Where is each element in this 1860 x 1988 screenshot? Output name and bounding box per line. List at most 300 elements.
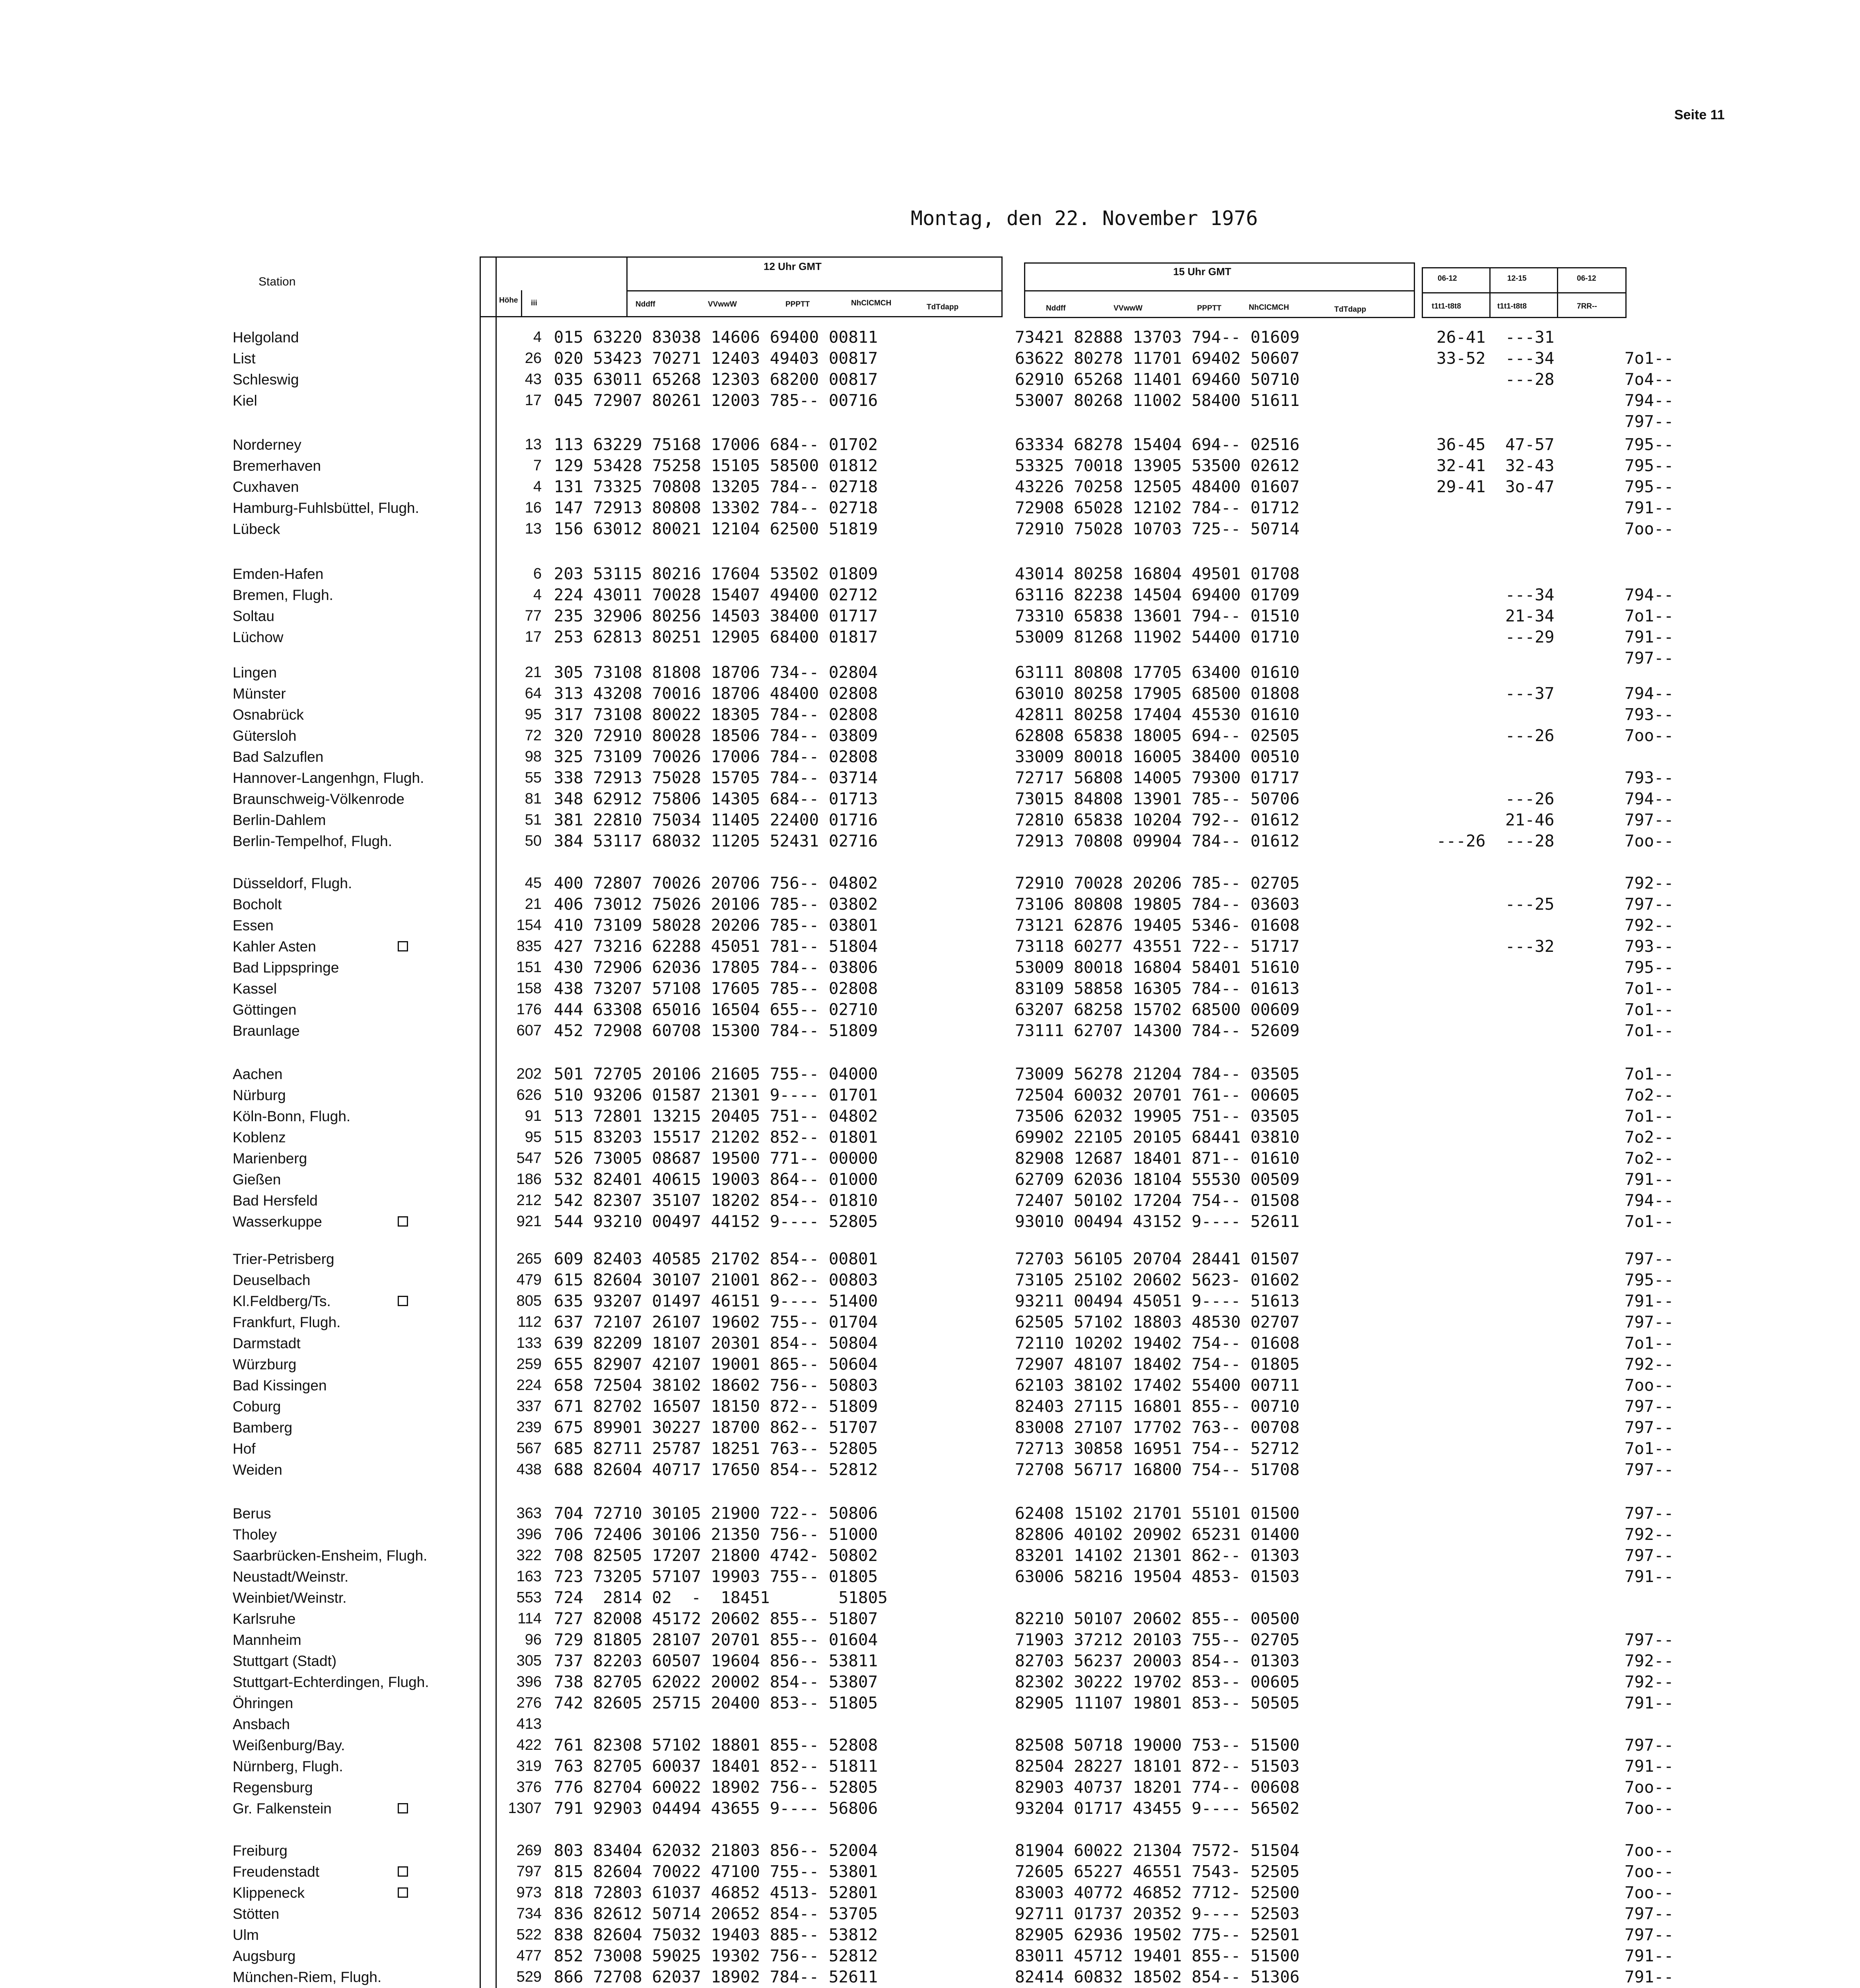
station-height: 55 [525,769,542,786]
extra-col-3: 792-- [1625,1672,1674,1691]
extra-col-3: 7oo-- [1625,1799,1674,1818]
table-row [0,1777,1860,1798]
header-15-uhr: 15 Uhr GMT [1173,266,1231,278]
obs-15-utc: 53007 80268 11002 58400 51611 [1015,391,1300,410]
extra-col-3: 792-- [1625,916,1674,935]
obs-12-utc: 235 32906 80256 14503 38400 01717 [544,606,878,625]
extra-col-2: 3o-47 [1505,477,1555,496]
station-name: Nürburg [233,1087,286,1103]
extra-col-3: 797-- [1625,1630,1674,1649]
extra-col-1: 29-41 [1436,477,1486,496]
obs-15-utc: 63622 80278 11701 69402 50607 [1015,349,1300,368]
header-rule-extra-c [1557,267,1558,318]
station-name: Kiel [233,392,257,409]
station-name: Augsburg [233,1948,296,1964]
obs-12-utc: 381 22810 75034 11405 22400 01716 [544,810,878,829]
obs-15-utc: 33009 80018 16005 38400 00510 [1015,747,1300,766]
square-icon [398,941,408,951]
extra-col-3: 7o1-- [1625,349,1674,368]
station-name: Lüchow [233,629,284,645]
extra-col-3: 7oo-- [1625,726,1674,745]
station-name: Trier-Petrisberg [233,1251,334,1267]
obs-12-utc: 253 62813 80251 12905 68400 01817 [544,627,878,646]
extra-col-3: 797-- [1625,1397,1674,1416]
obs-15-utc: 62808 65838 18005 694-- 02505 [1015,726,1300,745]
station-height: 95 [525,1129,542,1145]
extra-col-3: 7oo-- [1625,1862,1674,1881]
obs-15-utc: 72910 75028 10703 725-- 50714 [1015,519,1300,538]
header-ppptt-15: PPPTT [1197,304,1222,313]
table-row [0,1270,1860,1291]
station-name: Bamberg [233,1419,293,1436]
obs-15-utc: 82806 40102 20902 65231 01400 [1015,1525,1300,1544]
extra-col-3: 797-- [1625,1546,1674,1565]
extra-col-3: 797-- [1625,412,1674,431]
table-row [0,1190,1860,1211]
station-name: Osnabrück [233,707,304,723]
station-height: 77 [525,608,542,624]
station-height: 64 [525,685,542,702]
station-height: 50 [525,833,542,849]
station-height: 43 [525,371,542,388]
extra-col-3: 7oo-- [1625,831,1674,850]
table-row [0,999,1860,1020]
obs-15-utc: 72713 30858 16951 754-- 52712 [1015,1439,1300,1458]
obs-15-utc: 62408 15102 21701 55101 01500 [1015,1504,1300,1523]
table-row [0,390,1860,411]
table-row [0,627,1860,648]
obs-12-utc: 045 72907 80261 12003 785-- 00716 [544,391,878,410]
extra-col-3: 795-- [1625,958,1674,977]
extra-col-3: 7oo-- [1625,1376,1674,1395]
obs-15-utc: 42811 80258 17404 45530 01610 [1015,705,1300,724]
station-name: Düsseldorf, Flugh. [233,875,352,891]
obs-15-utc: 73121 62876 19405 5346- 01608 [1015,916,1300,935]
station-height: 51 [525,812,542,828]
table-row [0,936,1860,957]
obs-12-utc: 615 82604 30107 21001 862-- 00803 [544,1270,878,1289]
header-tdtdapp-15: TdTdapp [1334,305,1366,314]
extra-col-3: 7o2-- [1625,1149,1674,1168]
obs-15-utc: 73105 25102 20602 5623- 01602 [1015,1270,1300,1289]
table-row [0,327,1860,348]
obs-12-utc: 738 82705 62022 20002 854-- 53807 [544,1672,878,1691]
obs-12-utc: 742 82605 25715 20400 853-- 51805 [544,1693,878,1712]
extra-col-3: 797-- [1625,648,1674,668]
obs-12-utc: 532 82401 40615 19003 864-- 01000 [544,1170,878,1189]
obs-15-utc: 82905 11107 19801 853-- 50505 [1015,1693,1300,1712]
obs-15-utc: 92711 01737 20352 9---- 52503 [1015,1904,1300,1923]
extra-col-3: 794-- [1625,789,1674,808]
table-row [0,1396,1860,1417]
station-name: Essen [233,917,274,934]
station-height: 163 [516,1568,542,1585]
extra-col-3: 7o1-- [1625,606,1674,625]
header-rule-extra-a [1422,267,1423,318]
table-row [0,1903,1860,1924]
extra-col-3: 791-- [1625,1946,1674,1965]
station-name: Hamburg-Fuhlsbüttel, Flugh. [233,500,419,516]
table-row [0,1629,1860,1650]
extra-col-3: 797-- [1625,1312,1674,1332]
extra-col-3: 797-- [1625,1736,1674,1755]
header-rule-12b [1001,256,1003,316]
obs-12-utc: 305 73108 81808 18706 734-- 02804 [544,663,878,682]
station-height: 13 [525,436,542,453]
station-name: Helgoland [233,329,299,346]
station-height: 553 [516,1589,542,1606]
obs-12-utc: 156 63012 80021 12104 62500 51819 [544,519,878,538]
station-name: Münster [233,685,286,702]
extra-col-3: 7o1-- [1625,1021,1674,1040]
obs-12-utc: 637 72107 26107 19602 755-- 01704 [544,1312,878,1332]
obs-15-utc: 82504 28227 18101 872-- 51503 [1015,1757,1300,1776]
table-row [0,1714,1860,1735]
station-name: Weiden [233,1462,282,1478]
station-name: Neustadt/Weinstr. [233,1569,349,1585]
station-name: Würzburg [233,1356,297,1373]
station-height: 269 [516,1842,542,1859]
table-row [0,369,1860,390]
station-height: 1307 [508,1800,542,1817]
extra-col-3: 797-- [1625,1925,1674,1944]
table-row [0,563,1860,584]
station-height: 72 [525,727,542,744]
station-name: Tholey [233,1526,277,1543]
table-row [0,1503,1860,1524]
table-row [0,1756,1860,1777]
obs-12-utc: 544 93210 00497 44152 9---- 52805 [544,1212,878,1231]
obs-12-utc: 501 72705 20106 21605 755-- 04000 [544,1064,878,1083]
extra-col-3: 791-- [1625,1170,1674,1189]
extra-col-3: 795-- [1625,477,1674,496]
obs-15-utc: 82703 56237 20003 854-- 01303 [1015,1651,1300,1670]
obs-12-utc: 706 72406 30106 21350 756-- 51000 [544,1525,878,1544]
station-height: 376 [516,1779,542,1796]
table-row [0,497,1860,518]
obs-15-utc: 72910 70028 20206 785-- 02705 [1015,874,1300,893]
station-height: 95 [525,706,542,723]
extra-col-3: 794-- [1625,391,1674,410]
station-height: 626 [516,1087,542,1103]
obs-15-utc: 83003 40772 46852 7712- 52500 [1015,1883,1300,1902]
obs-15-utc: 72717 56808 14005 79300 01717 [1015,768,1300,787]
obs-12-utc: 203 53115 80216 17604 53502 01809 [544,564,878,583]
extra-col-3: 797-- [1625,810,1674,829]
header-hoehe: Höhe [499,296,518,305]
station-height: 322 [516,1547,542,1564]
obs-15-utc: 72703 56105 20704 28441 01507 [1015,1249,1300,1268]
station-name: Mannheim [233,1632,301,1648]
table-row [0,1882,1860,1903]
obs-12-utc: 729 81805 28107 20701 855-- 01604 [544,1630,878,1649]
station-height: 797 [516,1863,542,1880]
station-height: 158 [516,980,542,997]
header-mid-rule-15 [1024,290,1415,291]
station-name: Ulm [233,1927,259,1943]
extra-col-3: 791-- [1625,1291,1674,1310]
station-height: 276 [516,1695,542,1711]
header-period-2: 12-15 [1507,274,1527,283]
station-height: 91 [525,1108,542,1124]
obs-12-utc: 542 82307 35107 18202 854-- 01810 [544,1191,878,1210]
table-row [0,746,1860,767]
table-row [0,1587,1860,1608]
table-row [0,725,1860,746]
obs-12-utc: 737 82203 60507 19604 856-- 53811 [544,1651,878,1670]
station-height: 477 [516,1947,542,1964]
header-nhclcmch-12: NhClCMCH [851,299,892,307]
table-row [0,1375,1860,1396]
extra-col-3: 7oo-- [1625,1883,1674,1902]
table-row [0,1312,1860,1333]
station-height: 259 [516,1356,542,1373]
table-row [0,810,1860,831]
table-row [0,1169,1860,1190]
station-height: 522 [516,1926,542,1943]
station-height: 6 [533,565,542,582]
obs-15-utc: 63006 58216 19504 4853- 01503 [1015,1567,1300,1586]
station-name: Stuttgart (Stadt) [233,1653,337,1669]
station-height: 567 [516,1440,542,1457]
header-bottom-rule-12 [480,316,1003,317]
station-name: Braunschweig-Völkenrode [233,791,404,807]
extra-col-3: 794-- [1625,1191,1674,1210]
station-name: Bad Hersfeld [233,1192,318,1209]
table-row [0,1693,1860,1714]
obs-12-utc: 410 73109 58028 20206 785-- 03801 [544,916,878,935]
table-row [0,1248,1860,1270]
station-name: Stötten [233,1906,280,1922]
table-row [0,411,1860,432]
obs-15-utc: 62709 62036 18104 55530 00509 [1015,1170,1300,1189]
extra-col-2: ---34 [1505,585,1555,604]
extra-col-2: 21-46 [1505,810,1555,829]
obs-15-utc: 69902 22105 20105 68441 03810 [1015,1128,1300,1147]
station-name: Öhringen [233,1695,293,1711]
obs-12-utc: 430 72906 62036 17805 784-- 03806 [544,958,878,977]
obs-12-utc: 129 53428 75258 15105 58500 01812 [544,456,878,475]
obs-15-utc: 72810 65838 10204 792-- 01612 [1015,810,1300,829]
extra-col-3: 791-- [1625,1967,1674,1986]
table-row [0,476,1860,497]
extra-col-2: ---32 [1505,937,1555,956]
obs-12-utc: 836 82612 50714 20652 854-- 53705 [544,1904,878,1923]
obs-12-utc: 838 82604 75032 19403 885-- 53812 [544,1925,878,1944]
table-row [0,788,1860,810]
obs-12-utc: 020 53423 70271 12403 49403 00817 [544,349,878,368]
station-name: Regensburg [233,1779,313,1796]
extra-col-3: 792-- [1625,1651,1674,1670]
station-height: 151 [516,959,542,976]
table-row [0,1524,1860,1545]
table-row [0,767,1860,788]
extra-col-3: 797-- [1625,1460,1674,1479]
table-row [0,1608,1860,1629]
table-row [0,1545,1860,1566]
station-name: Berlin-Tempelhof, Flugh. [233,833,393,849]
station-name: Darmstadt [233,1335,301,1351]
table-row [0,348,1860,369]
station-height: 363 [516,1505,542,1522]
obs-15-utc: 73118 60277 43551 722-- 51717 [1015,937,1300,956]
station-header: Station [258,275,296,288]
header-sub-3: 7RR-- [1577,302,1597,311]
header-rule-extra-b [1489,267,1491,318]
extra-col-3: 7oo-- [1625,1778,1674,1797]
extra-col-3: 7o1-- [1625,1107,1674,1126]
obs-12-utc: 852 73008 59025 19302 756-- 52812 [544,1946,878,1965]
obs-12-utc: 317 73108 80022 18305 784-- 02808 [544,705,878,724]
obs-15-utc: 71903 37212 20103 755-- 02705 [1015,1630,1300,1649]
obs-12-utc: 671 82702 16507 18150 872-- 51809 [544,1397,878,1416]
obs-12-utc: 348 62912 75806 14305 684-- 01713 [544,789,878,808]
extra-col-3: 7o1-- [1625,1439,1674,1458]
obs-12-utc: 510 93206 01587 21301 9---- 01701 [544,1085,878,1105]
station-height: 319 [516,1758,542,1774]
header-mid-rule-12 [626,290,1003,291]
extra-col-2: 32-43 [1505,456,1555,475]
station-height: 96 [525,1631,542,1648]
table-row [0,1127,1860,1148]
table-row [0,1459,1860,1480]
obs-15-utc: 73106 80808 19805 784-- 03603 [1015,895,1300,914]
extra-col-3: 793-- [1625,937,1674,956]
extra-col-3: 7o1-- [1625,979,1674,998]
station-name: Cuxhaven [233,479,299,495]
table-row [0,1438,1860,1459]
obs-15-utc: 43014 80258 16804 49501 01708 [1015,564,1300,583]
station-name: Bad Kissingen [233,1377,327,1394]
station-height: 265 [516,1250,542,1267]
obs-15-utc: 53009 80018 16804 58401 51610 [1015,958,1300,977]
table-row [0,683,1860,704]
station-name: Karlsruhe [233,1611,296,1627]
extra-col-3: 795-- [1625,456,1674,475]
header-rule-hoehe [521,290,522,316]
table-row [0,455,1860,476]
station-name: Deuselbach [233,1272,311,1288]
obs-15-utc: 53325 70018 13905 53500 02612 [1015,456,1300,475]
extra-col-3: 794-- [1625,585,1674,604]
extra-col-1: 33-52 [1436,349,1486,368]
obs-12-utc: 639 82209 18107 20301 854-- 50804 [544,1334,878,1353]
header-ppptt-12: PPPTT [785,300,810,309]
extra-col-3: 7o2-- [1625,1128,1674,1147]
station-name: Bad Lippspringe [233,959,339,976]
station-name: Hannover-Langenhgn, Flugh. [233,770,424,786]
obs-15-utc: 73310 65838 13601 794-- 01510 [1015,606,1300,625]
square-icon [398,1866,408,1877]
table-row [0,1840,1860,1861]
obs-15-utc: 63334 68278 15404 694-- 02516 [1015,435,1300,454]
extra-col-1: 26-41 [1436,328,1486,347]
obs-15-utc: 72913 70808 09904 784-- 01612 [1015,831,1300,850]
obs-12-utc: 609 82403 40585 21702 854-- 00801 [544,1249,878,1268]
obs-15-utc: 63207 68258 15702 68500 00609 [1015,1000,1300,1019]
station-name: Kl.Feldberg/Ts. [233,1293,331,1309]
table-row [0,1020,1860,1041]
obs-15-utc: 73015 84808 13901 785-- 50706 [1015,789,1300,808]
station-height: 202 [516,1066,542,1082]
station-height: 13 [525,520,542,537]
station-height: 835 [516,938,542,955]
header-sub-1: t1t1-t8t8 [1432,302,1461,311]
extra-col-3: 795-- [1625,1270,1674,1289]
extra-col-2: ---25 [1505,895,1555,914]
obs-15-utc: 82302 30222 19702 853-- 00605 [1015,1672,1300,1691]
table-row [0,831,1860,852]
obs-12-utc: 438 73207 57108 17605 785-- 02808 [544,979,878,998]
obs-12-utc: 815 82604 70022 47100 755-- 53801 [544,1862,878,1881]
extra-col-3: 793-- [1625,705,1674,724]
station-height: 479 [516,1272,542,1288]
table-row [0,1735,1860,1756]
obs-15-utc: 83109 58858 16305 784-- 01613 [1015,979,1300,998]
table-row [0,1354,1860,1375]
header-bottom-rule-15 [1024,317,1415,318]
obs-15-utc: 82903 40737 18201 774-- 00608 [1015,1778,1300,1797]
obs-15-utc: 63116 82238 14504 69400 01709 [1015,585,1300,604]
header-nddff-15: Nddff [1046,304,1066,313]
extra-col-3: 792-- [1625,874,1674,893]
extra-col-3: 7oo-- [1625,519,1674,538]
station-name: Saarbrücken-Ensheim, Flugh. [233,1547,428,1564]
obs-12-utc: 513 72801 13215 20405 751-- 04802 [544,1107,878,1126]
obs-12-utc: 688 82604 40717 17650 854-- 52812 [544,1460,878,1479]
report-date: Montag, den 22. November 1976 [911,207,1258,230]
extra-col-3: 797-- [1625,1418,1674,1437]
obs-15-utc: 81904 60022 21304 7572- 51504 [1015,1841,1300,1860]
station-name: Schleswig [233,371,299,388]
station-height: 337 [516,1398,542,1415]
obs-15-utc: 72504 60032 20701 761-- 00605 [1015,1085,1300,1105]
station-height: 805 [516,1293,542,1309]
obs-12-utc: 685 82711 25787 18251 763-- 52805 [544,1439,878,1458]
obs-15-utc: 82905 62936 19502 775-- 52501 [1015,1925,1300,1944]
table-row [0,1085,1860,1106]
station-name: Frankfurt, Flugh. [233,1314,341,1330]
station-name: Bocholt [233,896,282,912]
obs-12-utc: 526 73005 08687 19500 771-- 00000 [544,1149,878,1168]
table-row [0,1650,1860,1672]
obs-12-utc: 704 72710 30105 21900 722-- 50806 [544,1504,878,1523]
station-name: Bremen, Flugh. [233,587,333,603]
obs-15-utc: 73009 56278 21204 784-- 03505 [1015,1064,1300,1083]
obs-12-utc: 866 72708 62037 18902 784-- 52611 [544,1967,878,1986]
obs-12-utc: 791 92903 04494 43655 9---- 56806 [544,1799,878,1818]
station-name: Berus [233,1505,271,1522]
extra-col-3: 7o1-- [1625,1064,1674,1083]
header-period-3: 06-12 [1577,274,1596,283]
station-name: Gr. Falkenstein [233,1800,332,1817]
obs-12-utc: 803 83404 62032 21803 856-- 52004 [544,1841,878,1860]
obs-15-utc: 63111 80808 17705 63400 01610 [1015,663,1300,682]
square-icon [398,1803,408,1813]
station-height: 396 [516,1673,542,1690]
table-row [0,1333,1860,1354]
station-height: 98 [525,748,542,765]
station-height: 529 [516,1969,542,1985]
station-height: 607 [516,1022,542,1039]
obs-15-utc: 63010 80258 17905 68500 01808 [1015,684,1300,703]
station-height: 45 [525,875,542,891]
station-height: 154 [516,917,542,934]
station-name: Köln-Bonn, Flugh. [233,1108,351,1124]
table-row [0,1291,1860,1312]
station-name: Klippeneck [233,1885,305,1901]
extra-col-3: 797-- [1625,1249,1674,1268]
